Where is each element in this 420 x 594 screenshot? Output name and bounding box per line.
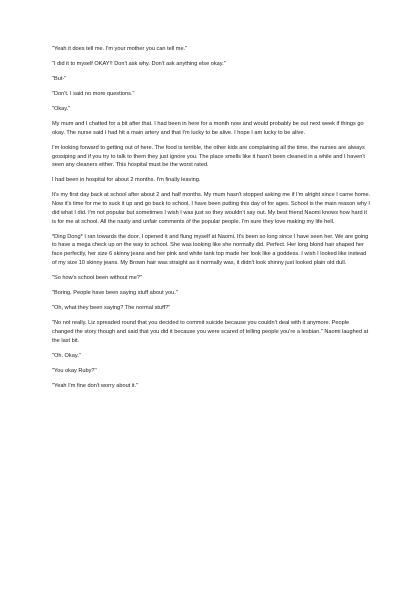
paragraph: "Oh, what they been saying? The normal stuff?" (52, 304, 171, 311)
document-page (52, 45, 372, 397)
paragraph: "But-'' (52, 75, 67, 82)
paragraph: "Oh. Okay." (52, 352, 81, 359)
paragraph: "Don't. I said no more questions." (52, 90, 135, 97)
paragraph: My mum and I chatted for a bit after that. I had been in here for a month now and would probably be out next week if things go okay. The nurse said I had hit a main artery and that I'm lucky to be alive. I hope I am lucky to be alive. (52, 120, 364, 136)
paragraph: "Yeah I'm fine don't worry about it." (52, 382, 139, 389)
paragraph: *Ding Dong* I ran towards the door. I opened it and flung myself at Naomi. It's been so long since I have seen her. We are going to have a mega check up on the way to school. She was looking like she normally did. Perfect. Her long blond hair shaped her face perfectly, her size 6 skinny jeans and her pink and white tank top made her look like a goddess. I wish I looked like instead of my size 10 skinny jeans. My Brown hair was straight as it normally was, it didn't look shinny just looked plain old dull. (52, 233, 369, 267)
paragraph: "No not really. Liz spreaded round that you decided to commit suicide because you couldn't deal with it anymore. People changed the story though and said that you did it because you were scared of telling people you're a lesbian." Naomi laughed at the last bit. (52, 319, 369, 344)
paragraph: "You okay Ruby?'' (52, 367, 97, 374)
paragraph: I'm looking forward to getting out of here. The food is terrible, the other kids are complaining all the time, the nurses are always gossiping and if you try to talk to them they just ignore you. The place smells like it hasn't been cleaned in a while and I haven't seen any cleaners either. This hospital must be the worst rated. (52, 144, 365, 169)
paragraph: "So how's school been without me?" (52, 275, 142, 282)
paragraph: "I did it to myself OKAY!! Don't ask why. Don't ask anything else okay.'' (52, 60, 226, 67)
paragraph: I had been in hospital for about 2 months. I'm finally leaving. (52, 177, 201, 184)
paragraph: It's my first day back at school after about 2 and half months. My mum hasn't stopped asking me if I'm alright since I came home. Now it's time for me to suck it up and go back to school. I have been putting this day of for ages. School is the main reason why I did what I did. I'm not popular but sometimes I wish I was just so they wouldn't say out. My best friend Naomi knows how hard it is for me at school. All the nasty and unfair comments of the popular people. I'm sure they love making my life hell. (52, 192, 371, 225)
paragraph: "Boring. People have been saying stuff about you." (52, 290, 178, 296)
paragraph: "Yeah it does tell me. I'm your mother you can tell me." (52, 46, 188, 52)
paragraph: "Okay.'' (52, 105, 71, 112)
